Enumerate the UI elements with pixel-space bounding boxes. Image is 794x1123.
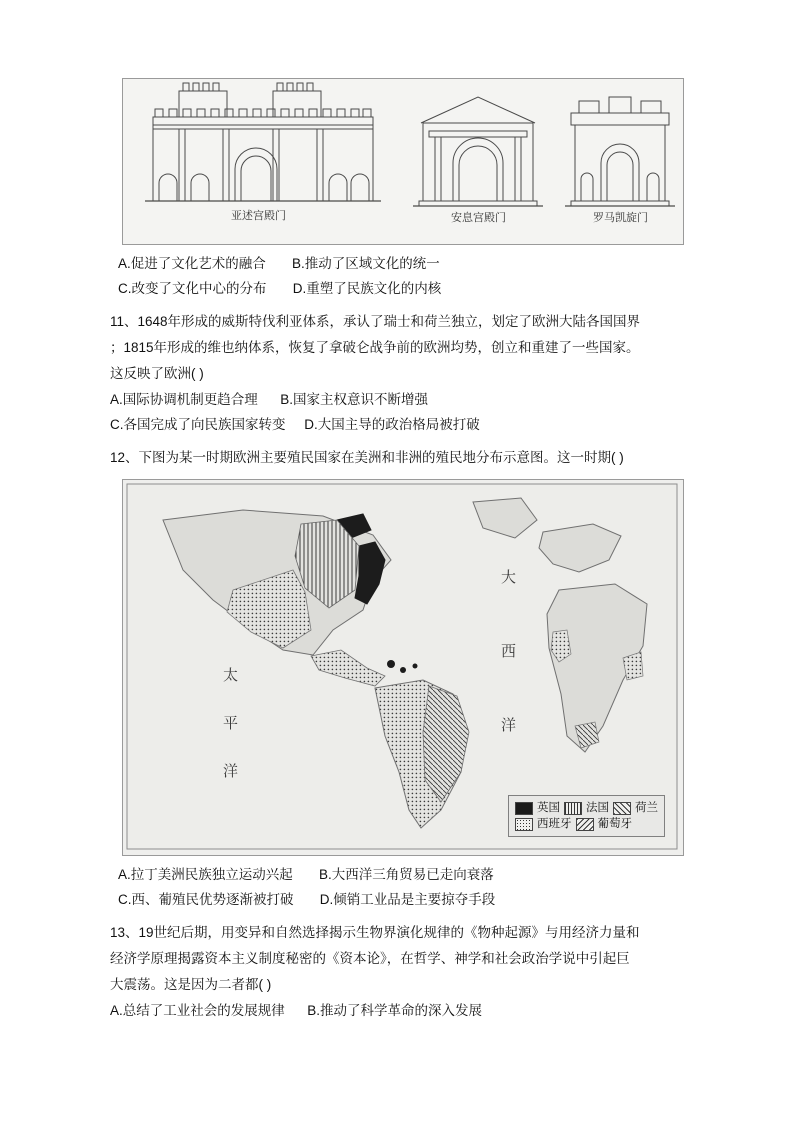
legend-label-netherlands: 荷兰 [635,802,658,814]
legend-label-france: 法国 [586,802,609,814]
ancient-gates-figure [122,78,684,245]
legend-label-britain: 英国 [537,802,560,814]
legend-row-1 [515,800,658,816]
svg-text:罗马凯旋门: 罗马凯旋门 [593,212,648,224]
q11-option-line-2: C.各国完成了向民族国家转变 D.大国主导的政治格局被打破 [110,417,480,432]
q10-option-line-1: A.促进了文化艺术的融合 B.推动了区域文化的统一 [118,256,440,271]
ancient-gates-drawing [123,79,681,242]
q11-option-line-1: A.国际协调机制更趋合理 B.国家主权意识不断增强 [110,392,429,407]
q13-stem-line-2: 经济学原理揭露资本主义制度秘密的《资本论》，在哲学、神学和社会政治学说中引起巨 [110,951,630,966]
legend-label-portugal: 葡萄牙 [597,818,632,830]
q13-stem-line-3: 大震荡。这是因为二者都( ) [110,977,272,992]
q12-stem: 12、下图为某一时期欧洲主要殖民国家在美洲和非洲的殖民地分布示意图。这一时期( ) [110,450,624,465]
svg-text:洋: 洋 [501,717,517,734]
svg-text:安息宫殿门: 安息宫殿门 [451,212,506,224]
q12-option-line-1: A.拉丁美洲民族独立运动兴起 B.大西洋三角贸易已走向衰落 [118,867,494,882]
legend-swatch-france [564,802,582,815]
q11-stem-line-3: 这反映了欧洲( ) [110,366,204,381]
q11-stem-line-2: ；1815年形成的维也纳体系，恢复了拿破仑战争前的欧洲均势，创立和重建了一些国家。 [110,340,640,355]
svg-text:大: 大 [501,569,517,586]
colonial-distribution-figure [122,479,684,856]
question-11 [110,309,684,437]
q10-option-line-2: C.改变了文化中心的分布 D.重塑了民族文化的内核 [118,281,442,296]
svg-text:洋: 洋 [223,763,239,780]
q13-option-line-1: A.总结了工业社会的发展规律 B.推动了科学革命的深入发展 [110,1003,483,1018]
question-12 [110,445,684,471]
question-13 [110,920,684,1023]
legend-swatch-britain [515,802,533,815]
svg-text:平: 平 [223,715,239,732]
legend-swatch-spain [515,818,533,831]
caribbean-island [400,667,406,673]
caribbean-island [413,664,418,669]
q13-stem-line-1: 13、19世纪后期，用变异和自然选择揭示生物界演化规律的《物种起源》与用经济力量和 [110,925,640,940]
legend-label-spain: 西班牙 [537,818,572,830]
legend-swatch-portugal [576,818,594,831]
legend-swatch-netherlands [613,802,631,815]
q11-stem-line-1: 11、1648年形成的威斯特伐利亚体系，承认了瑞士和荷兰独立，划定了欧洲大陆各国国界 [110,314,641,329]
svg-text:太: 太 [223,667,239,684]
svg-text:亚述宫殿门: 亚述宫殿门 [231,210,286,222]
svg-text:西: 西 [501,643,517,660]
legend-row-2 [515,816,658,832]
q12-option-line-2: C.西、葡殖民优势逐渐被打破 D.倾销工业品是主要掠夺手段 [118,892,496,907]
map-legend [508,795,665,837]
caribbean-island [387,660,395,668]
